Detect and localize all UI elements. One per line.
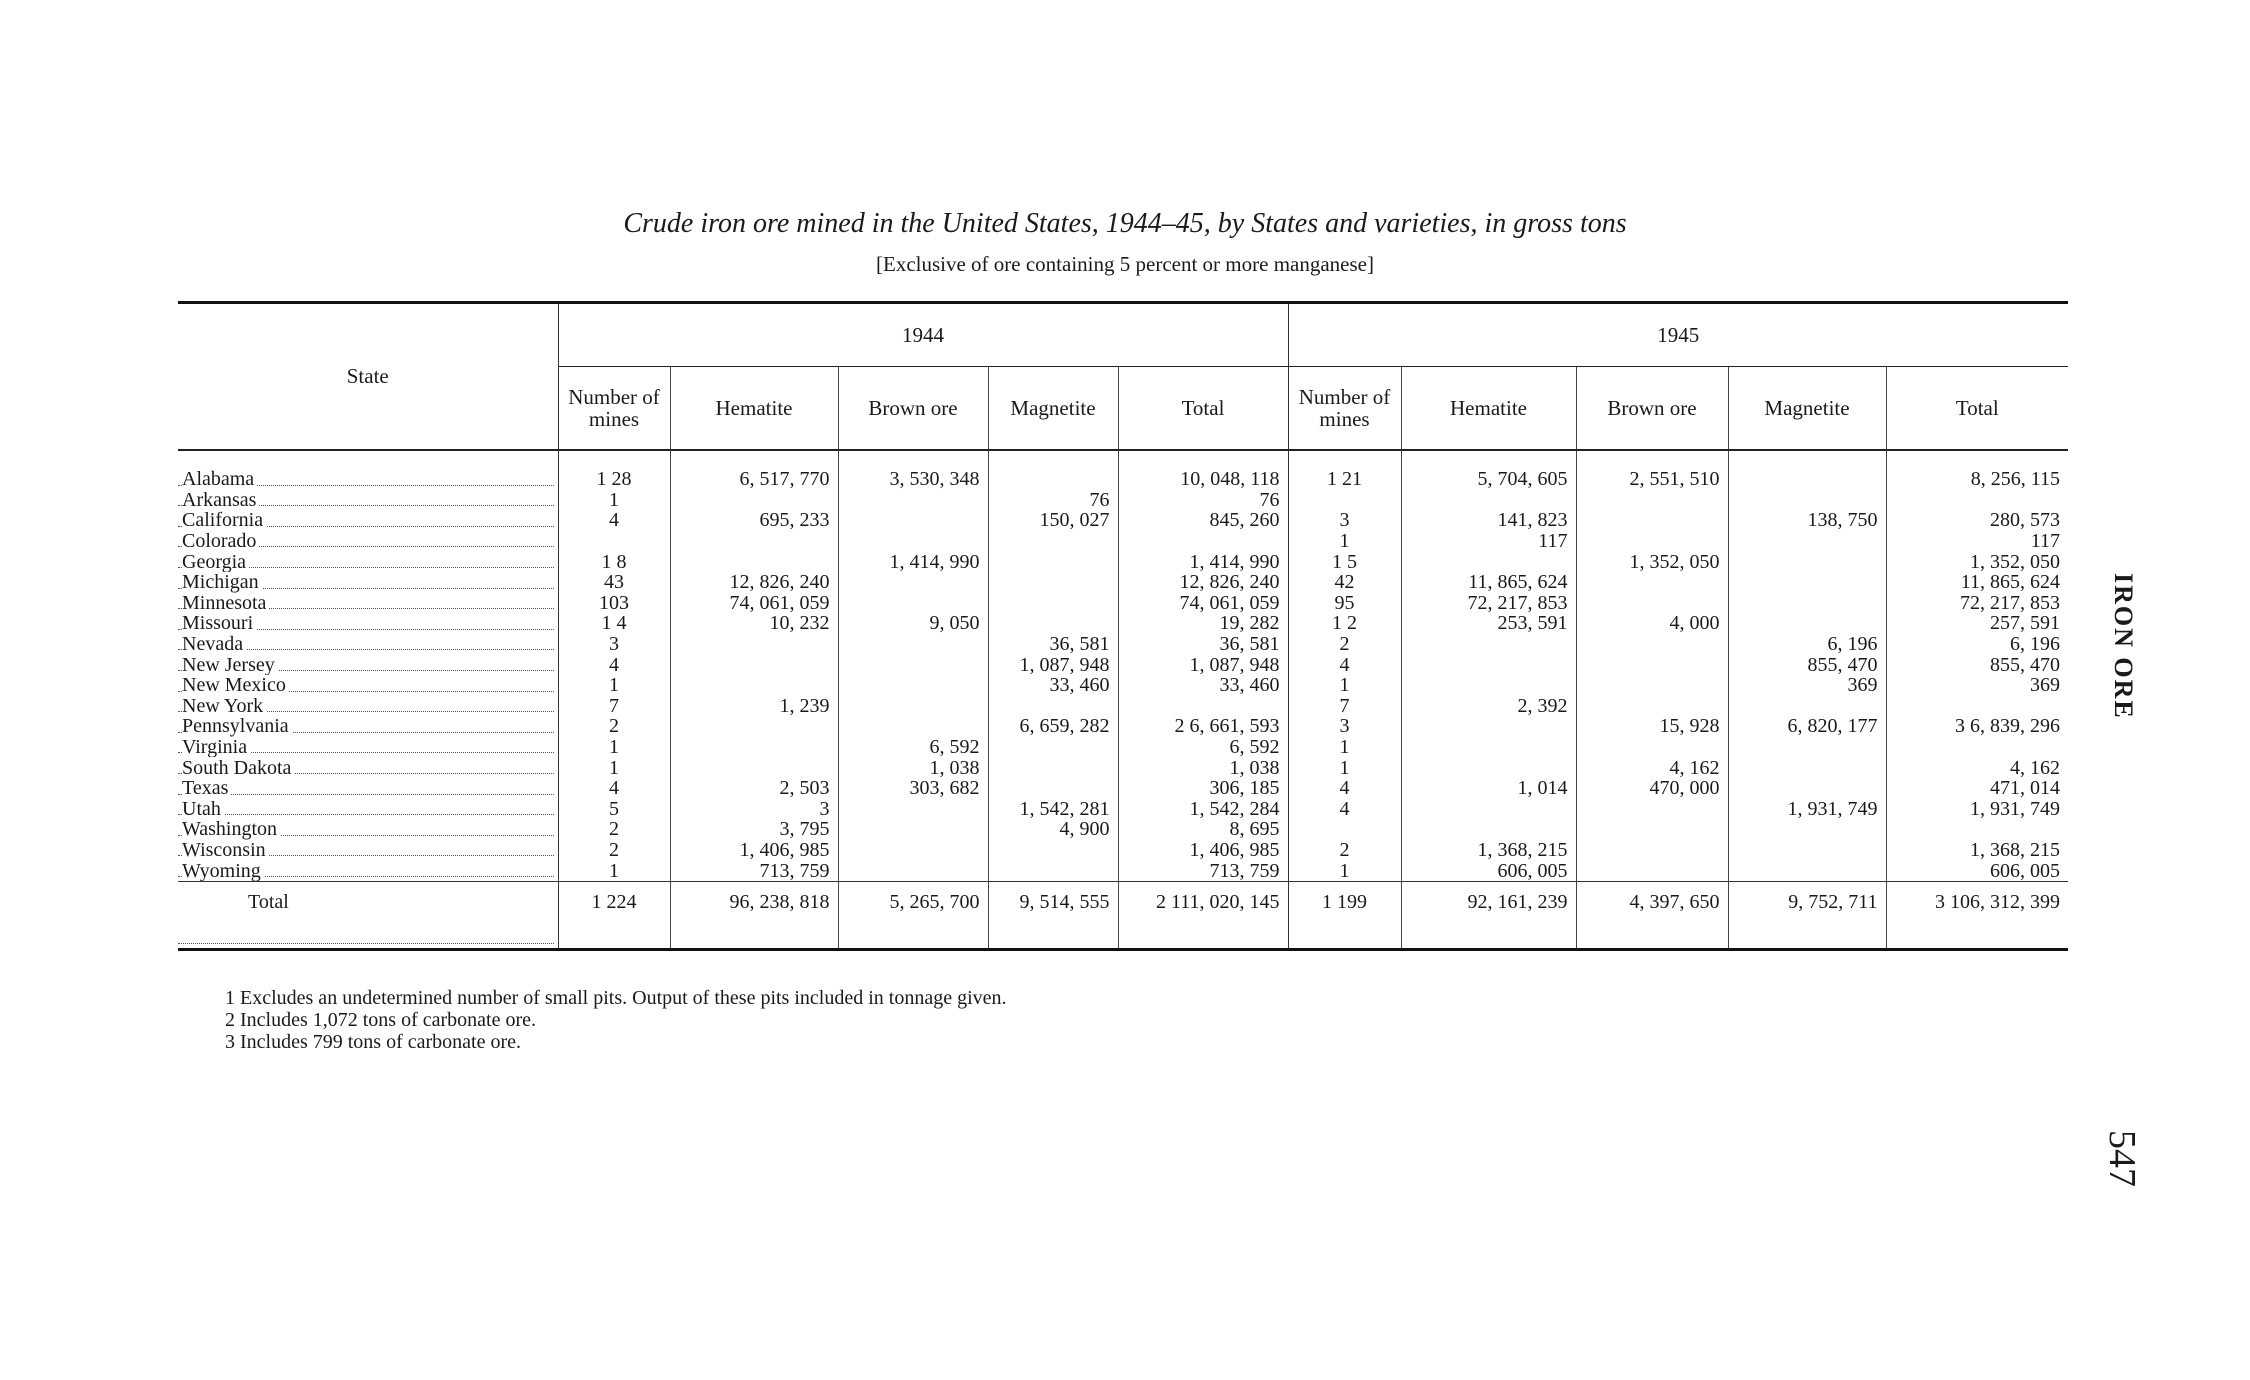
state-name: Georgia — [182, 552, 249, 572]
brown-ore-1945-cell — [1576, 593, 1728, 614]
header-magnetite-1944: Magnetite — [988, 367, 1118, 451]
iron-ore-table — [178, 301, 2068, 951]
brown-ore-1945-cell: 1, 352, 050 — [1576, 551, 1728, 572]
mines-1945-cell: 4 — [1288, 778, 1401, 799]
mines-1944-cell: 4 — [558, 510, 670, 531]
magnetite-1944-cell: 1, 087, 948 — [988, 654, 1118, 675]
hematite-1945-cell — [1401, 490, 1576, 511]
magnetite-1944-cell — [988, 551, 1118, 572]
mines-1945-cell: 1 — [1288, 860, 1401, 881]
table-row — [178, 634, 2068, 655]
magnetite-1944-cell: 9, 514, 555 — [988, 881, 1118, 949]
magnetite-1944-cell — [988, 613, 1118, 634]
brown-ore-1944-cell — [838, 819, 988, 840]
state-name: Arkansas — [182, 490, 259, 510]
total-1944-cell — [1118, 531, 1288, 552]
magnetite-1944-cell — [988, 778, 1118, 799]
mines-1944-cell: 103 — [558, 593, 670, 614]
magnetite-1945-cell — [1728, 551, 1886, 572]
state-cell — [178, 696, 558, 717]
table-row — [178, 510, 2068, 531]
footnote-2: 2 Includes 1,072 tons of carbonate ore. — [225, 1009, 537, 1031]
total-1944-cell: 1, 087, 948 — [1118, 654, 1288, 675]
magnetite-1945-cell — [1728, 613, 1886, 634]
magnetite-1945-cell — [1728, 737, 1886, 758]
mines-1945-cell: 4 — [1288, 799, 1401, 820]
page-number: 547 — [2101, 1130, 2143, 1187]
magnetite-1944-cell — [988, 737, 1118, 758]
mines-1945-cell: 4 — [1288, 654, 1401, 675]
brown-ore-1944-cell — [838, 716, 988, 737]
total-1944-cell: 1, 038 — [1118, 757, 1288, 778]
leader-dots — [178, 814, 554, 815]
mines-1945-cell: 1 5 — [1288, 551, 1401, 572]
hematite-1944-cell — [670, 490, 838, 511]
total-1945-cell: 1, 352, 050 — [1970, 550, 2061, 573]
total-1944-cell: 713, 759 — [1118, 860, 1288, 881]
state-cell — [178, 840, 558, 861]
total-1944-cell: 76 — [1118, 490, 1288, 511]
hematite-1944-cell — [670, 737, 838, 758]
hematite-1944-cell: 3 — [670, 799, 838, 820]
state-name: Wisconsin — [182, 840, 269, 860]
state-cell — [178, 737, 558, 758]
leader-dots — [178, 794, 554, 795]
total-1944-cell: 6, 592 — [1118, 737, 1288, 758]
total-1944-cell: 2 6, 661, 593 — [1118, 716, 1288, 737]
brown-ore-1945-cell — [1576, 490, 1728, 511]
state-cell — [178, 634, 558, 655]
hematite-1945-cell — [1401, 819, 1576, 840]
state-cell — [178, 510, 558, 531]
footnote-1: 1 Excludes an undetermined number of small pits. Output of these pits included in tonnage given. — [225, 987, 1007, 1009]
mines-1944-cell: 1 — [558, 490, 670, 511]
total-1944-cell: 36, 581 — [1118, 634, 1288, 655]
header-brown-ore-1944: Brown ore — [838, 367, 988, 451]
mines-1945-cell: 1 199 — [1288, 881, 1401, 949]
hematite-1944-cell: 695, 233 — [670, 510, 838, 531]
total-row — [178, 881, 2068, 949]
state-name: Nevada — [182, 634, 246, 654]
mines-1945-cell: 1 21 — [1288, 450, 1401, 490]
brown-ore-1944-cell — [838, 531, 988, 552]
table-row — [178, 840, 2068, 861]
brown-ore-1944-cell — [838, 840, 988, 861]
total-1944-cell: 1, 406, 985 — [1118, 840, 1288, 861]
state-cell — [178, 654, 558, 675]
header-state: State — [178, 303, 558, 451]
hematite-1944-cell: 3, 795 — [670, 819, 838, 840]
mines-1945-cell: 1 2 — [1288, 613, 1401, 634]
hematite-1944-cell — [670, 531, 838, 552]
brown-ore-1944-cell — [838, 696, 988, 717]
hematite-1945-cell: 117 — [1401, 531, 1576, 552]
total-1945-cell: 72, 217, 853 — [1960, 591, 2061, 614]
total-1945-cell: 257, 591 — [1990, 612, 2061, 635]
state-name: Virginia — [182, 737, 250, 757]
mines-1945-cell: 1 — [1288, 531, 1401, 552]
hematite-1944-cell — [670, 634, 838, 655]
hematite-1944-cell: 74, 061, 059 — [670, 593, 838, 614]
brown-ore-1944-cell — [838, 860, 988, 881]
state-name: Texas — [182, 778, 231, 798]
hematite-1945-cell — [1401, 551, 1576, 572]
brown-ore-1944-cell — [838, 510, 988, 531]
header-mines-1944: Number of mines — [558, 367, 670, 451]
header-hematite-1945: Hematite — [1401, 367, 1576, 451]
state-cell — [178, 490, 558, 511]
state-cell — [178, 860, 558, 881]
magnetite-1945-cell — [1728, 860, 1886, 881]
mines-1945-cell: 42 — [1288, 572, 1401, 593]
brown-ore-1945-cell — [1576, 840, 1728, 861]
magnetite-1944-cell: 33, 460 — [988, 675, 1118, 696]
magnetite-1945-cell: 6, 196 — [1728, 634, 1886, 655]
mines-1945-cell: 1 — [1288, 757, 1401, 778]
brown-ore-1945-cell — [1576, 819, 1728, 840]
table-row — [178, 778, 2068, 799]
total-1944-cell: 1, 542, 284 — [1118, 799, 1288, 820]
magnetite-1944-cell — [988, 860, 1118, 881]
total-1944-cell: 306, 185 — [1118, 778, 1288, 799]
hematite-1945-cell: 2, 392 — [1401, 696, 1576, 717]
magnetite-1944-cell — [988, 572, 1118, 593]
hematite-1944-cell — [670, 716, 838, 737]
mines-1944-cell: 4 — [558, 778, 670, 799]
magnetite-1944-cell — [988, 840, 1118, 861]
table-row — [178, 799, 2068, 820]
state-name: Alabama — [182, 469, 257, 489]
table-row — [178, 860, 2068, 881]
header-magnetite-1945: Magnetite — [1728, 367, 1886, 451]
magnetite-1945-cell: 1, 931, 749 — [1728, 799, 1886, 820]
brown-ore-1944-cell: 9, 050 — [838, 613, 988, 634]
total-1945-cell: 471, 014 — [1990, 777, 2061, 800]
magnetite-1945-cell — [1728, 490, 1886, 511]
magnetite-1945-cell: 6, 820, 177 — [1728, 716, 1886, 737]
total-1945-cell — [1886, 696, 2068, 717]
state-cell — [178, 572, 558, 593]
mines-1945-cell: 3 — [1288, 716, 1401, 737]
hematite-1945-cell — [1401, 737, 1576, 758]
state-name: New Mexico — [182, 675, 289, 695]
mines-1944-cell: 43 — [558, 572, 670, 593]
hematite-1945-cell — [1401, 654, 1576, 675]
hematite-1944-cell: 2, 503 — [670, 778, 838, 799]
mines-1944-cell: 1 4 — [558, 613, 670, 634]
state-name: Washington — [182, 819, 280, 839]
section-side-label: IRON ORE — [2109, 573, 2138, 720]
magnetite-1944-cell — [988, 696, 1118, 717]
brown-ore-1944-cell — [838, 490, 988, 511]
magnetite-1945-cell — [1728, 819, 1886, 840]
total-1945-cell: 3 106, 312, 399 — [1886, 881, 2068, 949]
mines-1944-cell: 4 — [558, 654, 670, 675]
brown-ore-1945-cell — [1576, 572, 1728, 593]
total-1945-cell: 3 6, 839, 296 — [1955, 715, 2061, 738]
state-name: Missouri — [182, 613, 256, 633]
state-cell — [178, 881, 558, 949]
table-row — [178, 716, 2068, 737]
total-1944-cell: 8, 695 — [1118, 819, 1288, 840]
state-cell — [178, 613, 558, 634]
table-row — [178, 819, 2068, 840]
mines-1945-cell: 3 — [1288, 510, 1401, 531]
mines-1945-cell — [1288, 490, 1401, 511]
mines-1945-cell: 1 — [1288, 675, 1401, 696]
hematite-1945-cell — [1401, 757, 1576, 778]
magnetite-1945-cell — [1728, 450, 1886, 490]
mines-1945-cell: 7 — [1288, 696, 1401, 717]
state-cell — [178, 593, 558, 614]
mines-1945-cell: 2 — [1288, 634, 1401, 655]
header-total-1945: Total — [1886, 367, 2068, 451]
total-1945-cell: 855, 470 — [1990, 653, 2061, 676]
magnetite-1944-cell: 150, 027 — [988, 510, 1118, 531]
total-1945-cell: 280, 573 — [1990, 509, 2061, 532]
state-name: Minnesota — [182, 593, 269, 613]
state-name: Pennsylvania — [182, 716, 292, 736]
mines-1944-cell: 1 — [558, 860, 670, 881]
state-cell — [178, 778, 558, 799]
total-1945-cell: 4, 162 — [2010, 756, 2061, 779]
mines-1944-cell: 1 — [558, 737, 670, 758]
magnetite-1945-cell — [1728, 572, 1886, 593]
hematite-1945-cell: 141, 823 — [1401, 510, 1576, 531]
total-1945-cell — [1886, 737, 2068, 758]
brown-ore-1944-cell — [838, 572, 988, 593]
total-1945-cell: 1, 931, 749 — [1970, 797, 2061, 820]
magnetite-1944-cell — [988, 450, 1118, 490]
table-row — [178, 450, 2068, 490]
brown-ore-1945-cell — [1576, 634, 1728, 655]
magnetite-1944-cell: 76 — [988, 490, 1118, 511]
brown-ore-1944-cell: 3, 530, 348 — [838, 450, 988, 490]
mines-1944-cell: 3 — [558, 634, 670, 655]
hematite-1944-cell: 1, 406, 985 — [670, 840, 838, 861]
table-row — [178, 593, 2068, 614]
mines-1945-cell: 1 — [1288, 737, 1401, 758]
hematite-1944-cell: 713, 759 — [670, 860, 838, 881]
hematite-1945-cell: 5, 704, 605 — [1401, 450, 1576, 490]
brown-ore-1945-cell — [1576, 737, 1728, 758]
total-1944-cell: 2 111, 020, 145 — [1118, 881, 1288, 949]
table-title: Crude iron ore mined in the United States, 1944–45, by States and varieties, in gross tons — [623, 208, 1627, 239]
brown-ore-1944-cell — [838, 593, 988, 614]
hematite-1945-cell: 11, 865, 624 — [1401, 572, 1576, 593]
total-1945-cell: 117 — [2030, 530, 2061, 553]
brown-ore-1945-cell: 4, 397, 650 — [1576, 881, 1728, 949]
table-subtitle: [Exclusive of ore containing 5 percent or more manganese] — [876, 252, 1374, 276]
hematite-1944-cell — [670, 757, 838, 778]
total-1945-cell — [1886, 490, 2068, 511]
hematite-1944-cell: 12, 826, 240 — [670, 572, 838, 593]
total-1945-cell: 8, 256, 115 — [1970, 468, 2061, 491]
magnetite-1945-cell — [1728, 696, 1886, 717]
brown-ore-1945-cell: 4, 000 — [1576, 613, 1728, 634]
header-mines-1945: Number of mines — [1288, 367, 1401, 451]
mines-1944-cell: 1 8 — [558, 551, 670, 572]
state-cell — [178, 675, 558, 696]
state-cell — [178, 531, 558, 552]
hematite-1945-cell: 606, 005 — [1401, 860, 1576, 881]
mines-1945-cell: 2 — [1288, 840, 1401, 861]
state-cell — [178, 799, 558, 820]
brown-ore-1945-cell — [1576, 675, 1728, 696]
state-cell — [178, 716, 558, 737]
table-row — [178, 737, 2068, 758]
total-1944-cell: 1, 414, 990 — [1118, 551, 1288, 572]
brown-ore-1944-cell: 5, 265, 700 — [838, 881, 988, 949]
mines-1944-cell — [558, 531, 670, 552]
state-name: New York — [182, 696, 266, 716]
mines-1944-cell: 2 — [558, 819, 670, 840]
magnetite-1944-cell: 1, 542, 281 — [988, 799, 1118, 820]
magnetite-1944-cell — [988, 593, 1118, 614]
hematite-1944-cell — [670, 675, 838, 696]
hematite-1944-cell: 10, 232 — [670, 613, 838, 634]
hematite-1945-cell — [1401, 634, 1576, 655]
table-row — [178, 675, 2068, 696]
magnetite-1945-cell — [1728, 840, 1886, 861]
hematite-1945-cell — [1401, 675, 1576, 696]
total-1945-cell: 606, 005 — [1990, 859, 2061, 882]
header-brown-ore-1945: Brown ore — [1576, 367, 1728, 451]
magnetite-1945-cell — [1728, 593, 1886, 614]
magnetite-1945-cell — [1728, 757, 1886, 778]
magnetite-1945-cell: 855, 470 — [1728, 654, 1886, 675]
mines-1944-cell: 1 224 — [558, 881, 670, 949]
brown-ore-1945-cell — [1576, 696, 1728, 717]
table-row — [178, 613, 2068, 634]
magnetite-1945-cell — [1728, 778, 1886, 799]
brown-ore-1945-cell — [1576, 860, 1728, 881]
state-cell — [178, 450, 558, 490]
state-name: Colorado — [182, 531, 259, 551]
table-row — [178, 551, 2068, 572]
header-total-1944: Total — [1118, 367, 1288, 451]
total-1944-cell: 12, 826, 240 — [1118, 572, 1288, 593]
mines-1945-cell — [1288, 819, 1401, 840]
magnetite-1945-cell: 138, 750 — [1728, 510, 1886, 531]
brown-ore-1944-cell — [838, 675, 988, 696]
table-row — [178, 490, 2068, 511]
magnetite-1944-cell — [988, 531, 1118, 552]
mines-1944-cell: 7 — [558, 696, 670, 717]
hematite-1945-cell: 72, 217, 853 — [1401, 593, 1576, 614]
hematite-1945-cell: 1, 014 — [1401, 778, 1576, 799]
hematite-1945-cell: 1, 368, 215 — [1401, 840, 1576, 861]
table-row — [178, 531, 2068, 552]
table-row — [178, 572, 2068, 593]
total-1945-cell — [1886, 819, 2068, 840]
magnetite-1944-cell: 4, 900 — [988, 819, 1118, 840]
state-name: Michigan — [182, 572, 262, 592]
total-1944-cell: 10, 048, 118 — [1118, 450, 1288, 490]
total-1944-cell: 33, 460 — [1118, 675, 1288, 696]
brown-ore-1945-cell — [1576, 510, 1728, 531]
state-name: Total — [248, 892, 292, 912]
brown-ore-1944-cell: 1, 038 — [838, 757, 988, 778]
table-row — [178, 654, 2068, 675]
mines-1944-cell: 5 — [558, 799, 670, 820]
state-name: South Dakota — [182, 758, 294, 778]
magnetite-1945-cell — [1728, 531, 1886, 552]
mines-1944-cell: 1 — [558, 675, 670, 696]
total-1944-cell: 19, 282 — [1118, 613, 1288, 634]
table-row — [178, 696, 2068, 717]
brown-ore-1945-cell — [1576, 654, 1728, 675]
brown-ore-1945-cell: 470, 000 — [1576, 778, 1728, 799]
total-1945-cell: 11, 865, 624 — [1960, 571, 2061, 594]
brown-ore-1945-cell — [1576, 799, 1728, 820]
brown-ore-1944-cell — [838, 634, 988, 655]
hematite-1945-cell — [1401, 799, 1576, 820]
mines-1944-cell: 1 28 — [558, 450, 670, 490]
brown-ore-1945-cell — [1576, 531, 1728, 552]
table-row — [178, 757, 2068, 778]
mines-1944-cell: 2 — [558, 840, 670, 861]
brown-ore-1944-cell: 1, 414, 990 — [838, 551, 988, 572]
magnetite-1945-cell: 9, 752, 711 — [1728, 881, 1886, 949]
hematite-1944-cell: 1, 239 — [670, 696, 838, 717]
brown-ore-1945-cell: 2, 551, 510 — [1576, 450, 1728, 490]
magnetite-1944-cell — [988, 757, 1118, 778]
hematite-1944-cell — [670, 654, 838, 675]
brown-ore-1945-cell: 15, 928 — [1576, 716, 1728, 737]
mines-1944-cell: 1 — [558, 757, 670, 778]
header-hematite-1944: Hematite — [670, 367, 838, 451]
total-1945-cell: 6, 196 — [2010, 633, 2061, 656]
state-cell — [178, 757, 558, 778]
state-cell — [178, 551, 558, 572]
hematite-1945-cell: 253, 591 — [1401, 613, 1576, 634]
total-1945-cell: 369 — [2030, 674, 2061, 697]
header-year-1944: 1944 — [558, 303, 1288, 367]
header-year-1945: 1945 — [1288, 303, 2068, 367]
total-1944-cell: 845, 260 — [1118, 510, 1288, 531]
mines-1945-cell: 95 — [1288, 593, 1401, 614]
state-name: California — [182, 510, 266, 530]
magnetite-1944-cell: 6, 659, 282 — [988, 716, 1118, 737]
brown-ore-1944-cell: 6, 592 — [838, 737, 988, 758]
brown-ore-1945-cell: 4, 162 — [1576, 757, 1728, 778]
state-name: Wyoming — [182, 861, 264, 881]
footnotes — [225, 987, 1007, 1053]
state-name: New Jersey — [182, 655, 278, 675]
hematite-1944-cell — [670, 551, 838, 572]
brown-ore-1944-cell: 303, 682 — [838, 778, 988, 799]
brown-ore-1944-cell — [838, 799, 988, 820]
total-1944-cell — [1118, 696, 1288, 717]
hematite-1944-cell: 6, 517, 770 — [670, 450, 838, 490]
magnetite-1945-cell: 369 — [1728, 675, 1886, 696]
hematite-1945-cell: 92, 161, 239 — [1401, 881, 1576, 949]
mines-1944-cell: 2 — [558, 716, 670, 737]
total-1945-cell: 1, 368, 215 — [1970, 838, 2061, 861]
leader-dots — [178, 943, 554, 944]
hematite-1944-cell: 96, 238, 818 — [670, 881, 838, 949]
total-1944-cell: 74, 061, 059 — [1118, 593, 1288, 614]
brown-ore-1944-cell — [838, 654, 988, 675]
magnetite-1944-cell: 36, 581 — [988, 634, 1118, 655]
footnote-3: 3 Includes 799 tons of carbonate ore. — [225, 1031, 522, 1053]
state-cell — [178, 819, 558, 840]
state-name: Utah — [182, 799, 224, 819]
hematite-1945-cell — [1401, 716, 1576, 737]
